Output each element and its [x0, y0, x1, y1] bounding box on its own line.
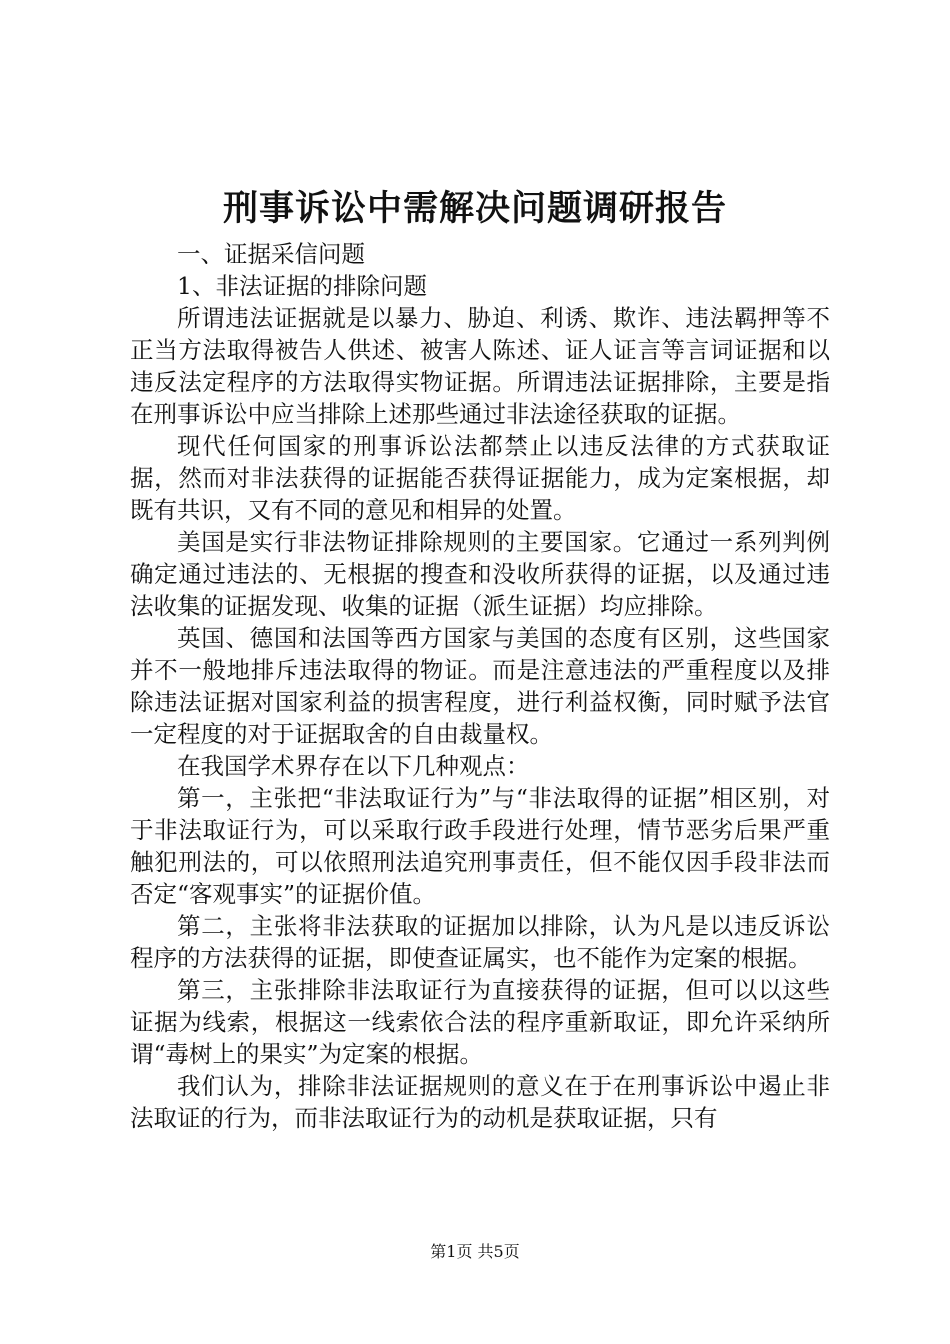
body-paragraph: 第三，主张排除非法取证行为直接获得的证据，但可以以这些证据为线索，根据这一线索依合法的程序重新取证，即允许采纳所谓“毒树上的果实”为定案的根据。 — [130, 976, 830, 1068]
body-paragraph: 我们认为，排除非法证据规则的意义在于在刑事诉讼中遏止非法取证的行为，而非法取证行为的动机是获取证据，只有 — [130, 1072, 830, 1132]
body-paragraph: 第二，主张将非法获取的证据加以排除，认为凡是以违反诉讼程序的方法获得的证据，即使查证属实，也不能作为定案的根据。 — [130, 912, 830, 972]
body-paragraph: 第一，主张把“非法取证行为”与“非法取得的证据”相区别，对于非法取证行为，可以采取行政手段进行处理，情节恶劣后果严重触犯刑法的，可以依照刑法追究刑事责任，但不能仅因手段非法而否定“客观事实”的证据价值。 — [130, 784, 830, 908]
body-paragraph: 在我国学术界存在以下几种观点： — [177, 752, 530, 780]
document-title: 刑事诉讼中需解决问题调研报告 — [222, 188, 727, 229]
body-paragraph: 所谓违法证据就是以暴力、胁迫、利诱、欺诈、违法羁押等不正当方法取得被告人供述、被害人陈述、证人证言等言词证据和以违反法定程序的方法取得实物证据。所谓违法证据排除，主要是指在刑事诉讼中应当排除上述那些通过非法途径获取的证据。 — [130, 304, 830, 428]
body-paragraph: 美国是实行非法物证排除规则的主要国家。它通过一系列判例确定通过违法的、无根据的搜查和没收所获得的证据，以及通过违法收集的证据发现、收集的证据（派生证据）均应排除。 — [130, 528, 830, 620]
page-number-footer: 第1页 共5页 — [430, 1242, 520, 1261]
body-paragraph: 英国、德国和法国等西方国家与美国的态度有区别，这些国家并不一般地排斥违法取得的物证。而是注意违法的严重程度以及排除违法证据对国家利益的损害程度，进行利益权衡，同时赋予法官一定程度的对于证据取舍的自由裁量权。 — [130, 624, 830, 748]
section-heading: 一、证据采信问题 — [177, 240, 365, 268]
subsection-heading: 1、非法证据的排除问题 — [177, 272, 427, 300]
document-body — [130, 238, 830, 1134]
body-paragraph: 现代任何国家的刑事诉讼法都禁止以违反法律的方式获取证据，然而对非法获得的证据能否获得证据能力，成为定案根据，却既有共识，又有不同的意见和相异的处置。 — [130, 432, 830, 524]
